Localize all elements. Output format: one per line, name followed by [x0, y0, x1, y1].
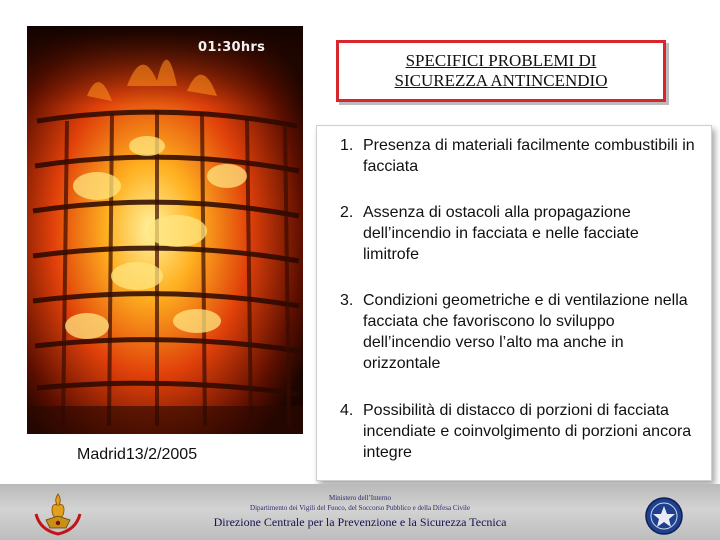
fire-illustration: [27, 26, 303, 434]
list-item-text: Possibilità di distacco di porzioni di facciata incendiate e coinvolgimento di porzioni ancora integre: [363, 402, 692, 461]
photo-date-caption: Madrid13/2/2005: [77, 446, 198, 463]
list-item-number: 3.: [340, 292, 354, 309]
burning-building-photo: [27, 26, 303, 434]
vigili-del-fuoco-emblem-icon: [30, 490, 86, 536]
photo-time-label: 01:30hrs: [198, 40, 266, 55]
slide-title-box: [336, 40, 666, 102]
problems-list: [316, 125, 712, 481]
list-item-number: 1.: [340, 137, 354, 154]
footer-department: Dipartimento dei Vigili del Fuoco, del Soccorso Pubblico e della Difesa Civile: [250, 504, 470, 512]
footer-ministry: Ministero dell’Interno: [328, 494, 391, 502]
list-item-number: 2.: [340, 204, 354, 221]
list-item-text: Condizioni geometriche e di ventilazione nella facciata che favoriscono lo sviluppo dell’incendio verso l’alto ma anche in orizzontale: [363, 292, 688, 372]
ministry-seal-icon: [644, 496, 684, 536]
list-item-text: Assenza di ostacoli alla propagazione dell’incendio in facciata e nelle facciate limitrofe: [363, 204, 639, 263]
footer-directorate: Direzione Centrale per la Prevenzione e la Sicurezza Tecnica: [213, 515, 507, 529]
footer-bar: [0, 484, 720, 540]
list-item-text: Presenza di materiali facilmente combustibili in facciata: [363, 137, 695, 175]
list-item-number: 4.: [340, 402, 354, 419]
slide-title: SPECIFICI PROBLEMI DI SICUREZZA ANTINCENDIO: [394, 51, 608, 90]
